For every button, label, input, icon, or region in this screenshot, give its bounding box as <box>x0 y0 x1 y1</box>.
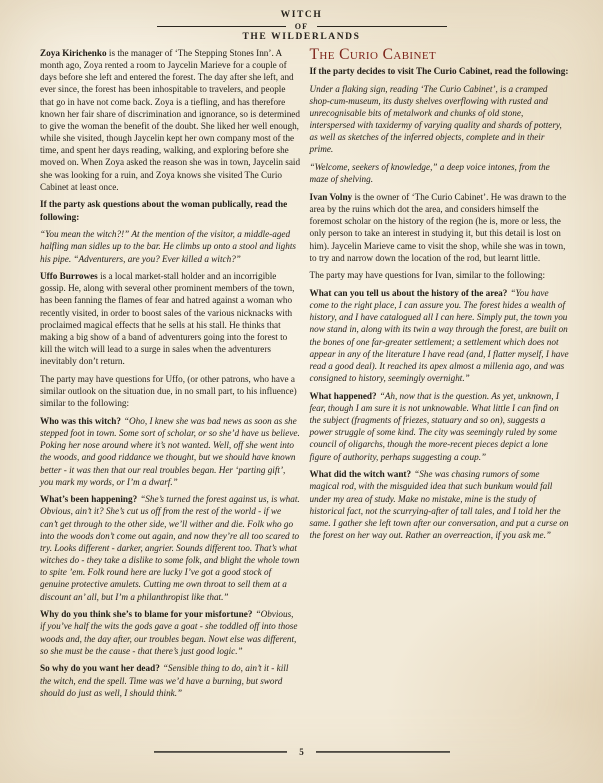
header-rule-right <box>317 26 446 27</box>
npc-intro-ivan <box>310 191 571 264</box>
question-text: What’s been happening? <box>40 494 138 505</box>
header-rule-left <box>157 26 286 27</box>
answer-quote: “Ah, now that is the question. As yet, unknown, I fear, though I am sure it is not unknowable. What little I can find on the subject (fragments of friezes, statuary and so on), suggests a power struggle of some kind. The city was seemingly ruled by some council of oligarchs, though the more-recent pieces depict a lone figure of authority, perhaps suggesting a coup.” <box>309 390 559 462</box>
question-text: So why do you want her dead? <box>40 663 160 674</box>
read-aloud-bar-quote: “You mean the witch?!” At the mention of the visitor, a middle-aged halfling man sidles up to the bar. He climbs up onto a stool and lights his pipe. “Adventurers, are you? Ever killed a witch?” <box>40 229 296 264</box>
answer-quote: “She was chasing rumors of some magical rod, with the misguided idea that such bunkum would fall under my area of study. Make no mistake, mine is the study of historical fact, not the scurrying-after of tall tales, and I told her the same. I gather she left town after our conversation, and put a curse on the forest on her way out. Rather an overreaction, if you ask me.” <box>309 469 569 540</box>
page-footer <box>0 747 603 757</box>
question-text: What happened? <box>309 390 377 401</box>
npc-name-ivan: Ivan Volny <box>309 191 353 202</box>
questions-intro-uffo: The party may have questions for Uffo, (or other patrons, who have a similar outlook on the situation due, in no small part, to his influence) similar to the following: <box>40 373 297 409</box>
answer-quote: “She’s turned the forest against us, is what. Obvious, ain’t it? She’s cut us off from the rest of the world - if we can’t get through to the other side, we’ll wither and die. Folk who go into the woods don’t come out again, and now they’re all too scared to try. Looks different - darker, angrier. Sounds different too. That’s what witches do - they take a dislike to some folk, and blight the whole town to spite ’em. Folk round here are lucky I’ve got a good stock of genuine protective amulets. Cutting me own throat to sell them at a discount an’ all, but I’m a philanthropist like that.” <box>40 494 300 602</box>
answer-quote: “Sensible thing to do, ain’t it - kill the witch, end the spell. Time was we’d have a burning, but sword should do just as well, I should think.” <box>40 663 289 698</box>
page-header <box>157 10 447 43</box>
qa-item <box>40 608 301 657</box>
npc-intro-uffo-text: is a local market-stall holder and an incorrigible gossip. He, along with several other prominent members of the town, has been fanning the flames of fear and hatred against a woman who recently visited, in order to boost sales of the various nicknacks with proclaimed magical effects that he sells at his stall. He thinks that making a big show of a band of adventurers going into the forest to kill the witch will lead to a surge in sales when the adventurers inevitably don’t return. <box>40 271 295 367</box>
footer-rule-row <box>154 747 450 757</box>
npc-intro-zoya-text: is the manager of ‘The Stepping Stones Inn’. A month ago, Zoya rented a room to Jaycelin Marieve for a couple of days before she left and entered the forest. The day after she left, and ever since, the forest has been inhospitable to travelers, and people that go in have not come back. Zoya is a tiefling, and has therefore known her fair share of discrimination and ignorance, so is determined to give the woman the benefit of the doubt. She liked her well enough, while she visited, though Jaycelin kept her own company most of the time, and spent her days reading, walking, and exploring before she moved on. When Zoya asked the reason she was in town, Jaycelin said she was looking for a ruin, and Zoya knows she visited The Curio Cabinet at least once. <box>40 48 301 192</box>
read-aloud-prompt-public: If the party ask questions about the woman publically, read the following: <box>40 199 288 222</box>
read-aloud-prompt-visit: If the party decides to visit The Curio Cabinet, read the following: <box>309 66 569 76</box>
questions-intro-ivan: The party may have questions for Ivan, similar to the following: <box>309 270 546 281</box>
qa-item <box>40 493 301 602</box>
header-title-line3: THE WILDERLANDS <box>242 32 361 42</box>
read-aloud-shop-description: Under a flaking sign, reading ‘The Curio Cabinet’, is a cramped shop-cum-museum, its dusty shelves overflowing with rusted and unrecognisable bits of metalwork and chunks of old stone, interspersed with taxidermy of varying quality and shards of pottery, as well as sketches of the inferred objects, complete and in their prime. <box>309 83 562 155</box>
question-text: What can you tell us about the history of the area? <box>309 288 508 298</box>
header-rule-row <box>157 22 447 31</box>
page-number: 5 <box>299 747 304 757</box>
npc-intro-zoya <box>40 47 301 193</box>
qa-item <box>40 415 301 488</box>
two-column-body <box>0 43 603 704</box>
qa-item <box>310 468 571 541</box>
footer-rule-left <box>154 751 288 753</box>
question-text: Who was this witch? <box>40 415 121 426</box>
left-column <box>40 47 301 704</box>
qa-item <box>310 390 571 463</box>
answer-quote: “Obvious, if you’ve half the wits the gods gave a goat - she toddled off into those woods and, the day after, our troubles began. Nowt else was different, so she must be the cause - that there’s just good logic.” <box>40 609 298 656</box>
answer-quote: “Oho, I knew she was bad news as soon as she stepped foot in town. Some sort of scholar, or so she’d have us believe. Poking her nose around where it’s not wanted. Well, off she went into the woods, and good riddance we thought, but we should have known better - it was then that our real troubles began. Her ‘parting gift’, you mark my words, or I’m a dwarf.” <box>40 415 300 487</box>
question-text: Why do you think she’s to blame for your misfortune? <box>40 609 253 620</box>
read-aloud-welcome-quote: “Welcome, seekers of knowledge,” a deep voice intones, from the maze of shelving. <box>309 162 550 185</box>
npc-name-zoya: Zoya Kirichenko <box>40 48 107 58</box>
qa-item <box>310 287 571 384</box>
npc-name-uffo: Uffo Burrowes <box>40 271 98 282</box>
npc-intro-ivan-text: is the owner of ‘The Curio Cabinet’. He was drawn to the area by the ruins which dot the area, and considers himself the foremost scholar on the history of the region (he is, more or less, the only person to take an interest in studying it, but this detail is lost on him). Jaycelin Marieve came to visit the shop, while she was in town, to try and narrow down the location of the rod, but learnt little. <box>309 191 567 263</box>
question-text: What did the witch want? <box>309 469 412 480</box>
footer-rule-right <box>316 751 450 753</box>
answer-quote: “You have come to the right place, I can assure you. The forest hides a wealth of history, and I have catalogued all I can here. Simply put, the town you now stand in, along with its twin a way through the forest, are built on the bones of one far-greater settlement; a settlement which does not appear in any of the literature I have read (and, I flatter myself, I have read a good deal). It reached its apex almost a millenia ago, and was consigned to history, seemingly overnight.” <box>309 288 569 384</box>
section-heading-curio-cabinet: The Curio Cabinet <box>309 46 437 63</box>
qa-item <box>40 662 301 698</box>
npc-intro-uffo <box>40 270 301 367</box>
header-title-line2: OF <box>294 22 309 31</box>
header-title-line1: WITCH <box>280 10 323 20</box>
right-column <box>310 47 571 704</box>
